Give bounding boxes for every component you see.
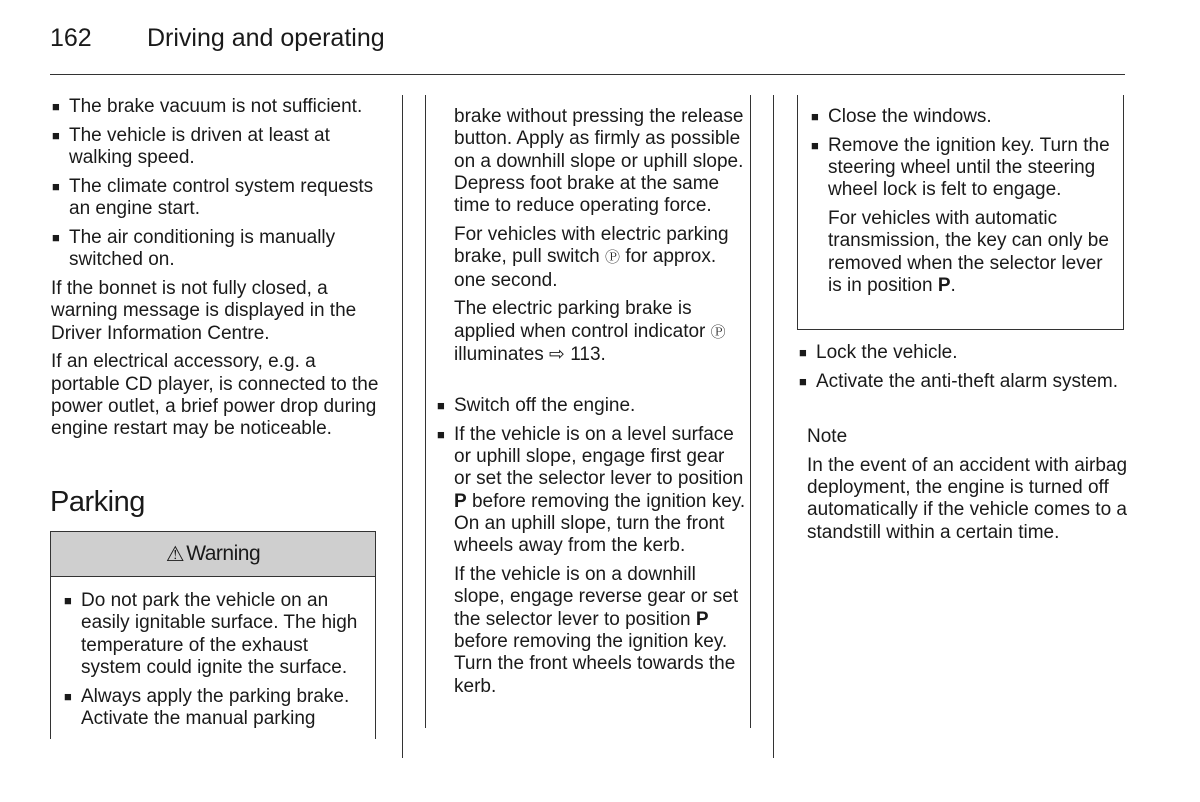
page-reference-arrow-icon: ⇨ [549,343,565,365]
indicator-paragraph: The electric parking brake is applied when control indicator Ⓟ illuminates ⇨ 113. [454,298,726,365]
column-2-list [436,395,746,704]
column-1 [51,96,386,447]
column-divider-2 [773,95,774,758]
warning-title: Warning [186,542,261,565]
warning-header [50,531,376,577]
section-heading-parking: Parking [50,486,145,518]
warning-box-continued-right-border [750,95,751,728]
parking-brake-switch-icon: Ⓟ [605,249,621,267]
restart-conditions-list [51,96,386,272]
automatic-transmission-paragraph: For vehicles with automatic transmission, the key can only be removed when the selector lever is in position P. [828,208,1109,297]
downhill-paragraph: If the vehicle is on a downhill slope, engage reverse gear or set the selector lever to position P before removing the ignition key. Turn the front wheels towards the kerb. [454,564,739,697]
column-3-warning-content [810,106,1120,304]
list-item: ■ The climate control system requests an engine start. [51,176,386,221]
list-item: ■ Switch off the engine. [436,395,746,417]
list-item: ■ The air conditioning is manually switched on. [51,227,386,272]
warning-content [63,590,373,737]
page-reference: 113. [570,343,606,365]
accessory-paragraph: If an electrical accessory, e.g. a portable CD player, is connected to the power outlet, a brief power drop during engine restart may be noticeable. [51,351,379,440]
column-divider-1 [402,95,403,758]
bonnet-paragraph: If the bonnet is not fully closed, a warning message is displayed in the Driver Information Centre. [51,278,357,344]
electric-brake-paragraph: For vehicles with electric parking brake, pull switch Ⓟ for approx. one second. [454,223,729,291]
column-2 [454,106,746,373]
list-item: ■ The vehicle is driven at least at walking speed. [51,125,386,170]
list-item: ■ Activate the anti-theft alarm system. [798,371,1128,393]
selector-position-p: P [454,490,467,512]
note-text: In the event of an accident with airbag deployment, the engine is turned off automatically if the vehicle comes to a standstill within a certain time. [807,454,1128,543]
warning-triangle-icon: ⚠ [165,542,185,566]
list-item: ■ The brake vacuum is not sufficient. [51,96,386,118]
selector-position-p: P [695,608,709,630]
page-number: 162 [50,24,92,52]
note-block [807,426,1129,550]
list-item: ■ Close the windows. [810,106,1120,128]
list-item: ■ If the vehicle is on a level surface or uphill slope, engage first gear or set the selector lever to position P before removing the ignition key. On an uphill slope, turn the front wheels away from the kerb. [436,424,746,558]
list-item: ■ Lock the vehicle. [798,342,1128,364]
note-label: Note [807,426,848,447]
warning-box-continued-left-border [425,95,426,728]
parking-brake-indicator-icon: Ⓟ [710,323,726,341]
list-item: ■ Remove the ignition key. Turn the steering wheel until the steering wheel lock is felt to engage. [810,135,1120,202]
page-header-title: Driving and operating [147,24,385,52]
header-rule [50,74,1125,75]
parking-brake-paragraph: brake without pressing the release button. Apply as firmly as possible on a downhill slope or uphill slope. Depress foot brake at the same time to reduce operating force. [454,106,744,217]
list-item: ■ Do not park the vehicle on an easily ignitable surface. The high temperature of the exhaust system could ignite the surface. [63,590,373,679]
selector-position-p: P [937,275,951,297]
list-item: ■ Always apply the parking brake. Activate the manual parking [63,686,373,731]
column-3 [798,342,1128,400]
